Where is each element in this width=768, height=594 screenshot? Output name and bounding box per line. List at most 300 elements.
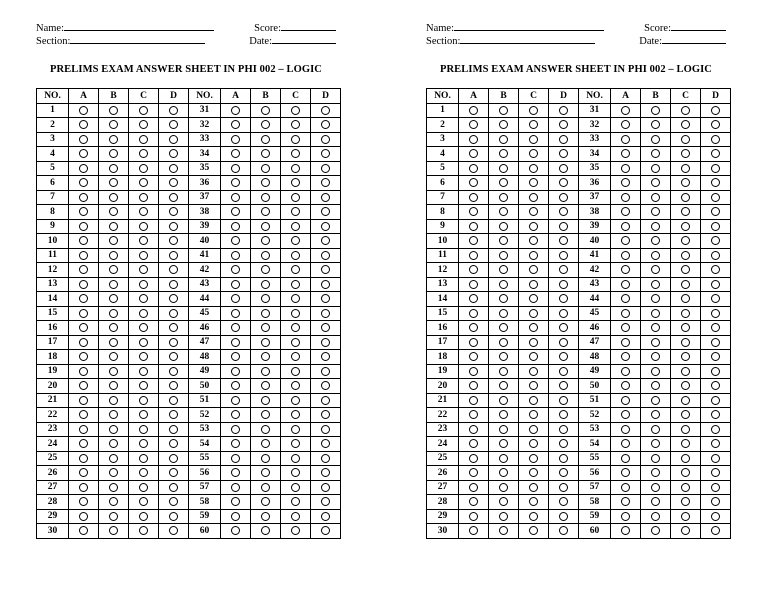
answer-bubble-b[interactable]: [109, 454, 118, 463]
answer-bubble-c[interactable]: [139, 309, 148, 318]
answer-bubble-b[interactable]: [651, 454, 660, 463]
answer-bubble-a[interactable]: [79, 497, 88, 506]
answer-bubble-d[interactable]: [321, 367, 330, 376]
answer-bubble-c[interactable]: [681, 425, 690, 434]
answer-bubble-a[interactable]: [469, 236, 478, 245]
answer-bubble-a[interactable]: [231, 352, 240, 361]
answer-bubble-d[interactable]: [169, 483, 178, 492]
answer-bubble-b[interactable]: [109, 425, 118, 434]
answer-bubble-c[interactable]: [291, 338, 300, 347]
answer-bubble-d[interactable]: [711, 323, 720, 332]
answer-bubble-d[interactable]: [711, 381, 720, 390]
answer-bubble-c[interactable]: [139, 497, 148, 506]
answer-bubble-d[interactable]: [559, 135, 568, 144]
answer-bubble-b[interactable]: [651, 352, 660, 361]
answer-bubble-a[interactable]: [621, 294, 630, 303]
answer-bubble-a[interactable]: [469, 265, 478, 274]
answer-bubble-d[interactable]: [711, 352, 720, 361]
answer-bubble-c[interactable]: [681, 512, 690, 521]
answer-bubble-d[interactable]: [711, 483, 720, 492]
answer-bubble-b[interactable]: [499, 381, 508, 390]
answer-bubble-c[interactable]: [139, 468, 148, 477]
answer-bubble-a[interactable]: [79, 338, 88, 347]
answer-bubble-d[interactable]: [321, 526, 330, 535]
answer-bubble-d[interactable]: [711, 135, 720, 144]
answer-bubble-c[interactable]: [139, 396, 148, 405]
answer-bubble-a[interactable]: [621, 425, 630, 434]
answer-bubble-c[interactable]: [681, 106, 690, 115]
answer-bubble-a[interactable]: [621, 135, 630, 144]
answer-bubble-d[interactable]: [321, 178, 330, 187]
answer-bubble-a[interactable]: [469, 439, 478, 448]
answer-bubble-d[interactable]: [169, 207, 178, 216]
answer-bubble-b[interactable]: [499, 251, 508, 260]
answer-bubble-b[interactable]: [261, 222, 270, 231]
answer-bubble-c[interactable]: [529, 207, 538, 216]
answer-bubble-d[interactable]: [169, 178, 178, 187]
answer-bubble-d[interactable]: [169, 251, 178, 260]
answer-bubble-c[interactable]: [139, 251, 148, 260]
answer-bubble-b[interactable]: [109, 468, 118, 477]
answer-bubble-d[interactable]: [321, 454, 330, 463]
answer-bubble-d[interactable]: [321, 222, 330, 231]
answer-bubble-c[interactable]: [681, 439, 690, 448]
answer-bubble-d[interactable]: [321, 439, 330, 448]
answer-bubble-d[interactable]: [711, 309, 720, 318]
answer-bubble-c[interactable]: [139, 425, 148, 434]
answer-bubble-c[interactable]: [139, 106, 148, 115]
answer-bubble-b[interactable]: [261, 207, 270, 216]
section-field[interactable]: [460, 33, 595, 44]
answer-bubble-a[interactable]: [231, 294, 240, 303]
answer-bubble-d[interactable]: [169, 410, 178, 419]
answer-bubble-d[interactable]: [559, 323, 568, 332]
answer-bubble-d[interactable]: [559, 265, 568, 274]
answer-bubble-b[interactable]: [261, 120, 270, 129]
answer-bubble-b[interactable]: [261, 135, 270, 144]
answer-bubble-b[interactable]: [109, 135, 118, 144]
answer-bubble-b[interactable]: [109, 149, 118, 158]
answer-bubble-c[interactable]: [139, 222, 148, 231]
answer-bubble-d[interactable]: [321, 323, 330, 332]
answer-bubble-a[interactable]: [79, 207, 88, 216]
answer-bubble-c[interactable]: [529, 164, 538, 173]
answer-bubble-b[interactable]: [651, 207, 660, 216]
answer-bubble-d[interactable]: [711, 294, 720, 303]
answer-bubble-b[interactable]: [651, 526, 660, 535]
answer-bubble-d[interactable]: [321, 309, 330, 318]
answer-bubble-c[interactable]: [291, 323, 300, 332]
answer-bubble-d[interactable]: [169, 381, 178, 390]
answer-bubble-b[interactable]: [651, 367, 660, 376]
answer-bubble-a[interactable]: [79, 526, 88, 535]
answer-bubble-d[interactable]: [321, 468, 330, 477]
answer-bubble-b[interactable]: [651, 323, 660, 332]
answer-bubble-d[interactable]: [169, 396, 178, 405]
answer-bubble-c[interactable]: [529, 222, 538, 231]
answer-bubble-b[interactable]: [261, 439, 270, 448]
answer-bubble-b[interactable]: [261, 106, 270, 115]
answer-bubble-a[interactable]: [621, 207, 630, 216]
answer-bubble-a[interactable]: [79, 512, 88, 521]
answer-bubble-c[interactable]: [681, 454, 690, 463]
answer-bubble-b[interactable]: [261, 367, 270, 376]
answer-bubble-a[interactable]: [231, 207, 240, 216]
answer-bubble-a[interactable]: [231, 367, 240, 376]
answer-bubble-c[interactable]: [291, 120, 300, 129]
answer-bubble-b[interactable]: [261, 309, 270, 318]
answer-bubble-b[interactable]: [499, 120, 508, 129]
answer-bubble-b[interactable]: [109, 309, 118, 318]
answer-bubble-a[interactable]: [621, 410, 630, 419]
answer-bubble-a[interactable]: [231, 512, 240, 521]
answer-bubble-a[interactable]: [79, 149, 88, 158]
answer-bubble-d[interactable]: [321, 236, 330, 245]
answer-bubble-b[interactable]: [109, 280, 118, 289]
answer-bubble-d[interactable]: [559, 338, 568, 347]
answer-bubble-c[interactable]: [291, 265, 300, 274]
answer-bubble-b[interactable]: [261, 236, 270, 245]
answer-bubble-b[interactable]: [499, 135, 508, 144]
answer-bubble-a[interactable]: [621, 193, 630, 202]
answer-bubble-c[interactable]: [139, 454, 148, 463]
answer-bubble-c[interactable]: [529, 526, 538, 535]
answer-bubble-c[interactable]: [139, 512, 148, 521]
answer-bubble-d[interactable]: [169, 265, 178, 274]
answer-bubble-a[interactable]: [469, 164, 478, 173]
answer-bubble-a[interactable]: [469, 178, 478, 187]
answer-bubble-d[interactable]: [321, 251, 330, 260]
answer-bubble-b[interactable]: [651, 396, 660, 405]
answer-bubble-a[interactable]: [231, 135, 240, 144]
answer-bubble-d[interactable]: [169, 439, 178, 448]
answer-bubble-c[interactable]: [529, 468, 538, 477]
answer-bubble-c[interactable]: [139, 178, 148, 187]
answer-bubble-a[interactable]: [79, 352, 88, 361]
answer-bubble-b[interactable]: [499, 323, 508, 332]
answer-bubble-b[interactable]: [651, 338, 660, 347]
answer-bubble-b[interactable]: [261, 164, 270, 173]
answer-bubble-a[interactable]: [231, 149, 240, 158]
answer-bubble-a[interactable]: [469, 352, 478, 361]
answer-bubble-a[interactable]: [231, 193, 240, 202]
answer-bubble-a[interactable]: [231, 178, 240, 187]
answer-bubble-c[interactable]: [139, 193, 148, 202]
answer-bubble-b[interactable]: [109, 381, 118, 390]
answer-bubble-d[interactable]: [169, 468, 178, 477]
answer-bubble-c[interactable]: [291, 193, 300, 202]
answer-bubble-c[interactable]: [529, 120, 538, 129]
answer-bubble-c[interactable]: [681, 323, 690, 332]
answer-bubble-b[interactable]: [261, 193, 270, 202]
answer-bubble-d[interactable]: [711, 338, 720, 347]
answer-bubble-a[interactable]: [79, 454, 88, 463]
answer-bubble-b[interactable]: [651, 280, 660, 289]
answer-bubble-b[interactable]: [499, 425, 508, 434]
answer-bubble-c[interactable]: [529, 251, 538, 260]
answer-bubble-a[interactable]: [621, 149, 630, 158]
answer-bubble-a[interactable]: [469, 135, 478, 144]
answer-bubble-a[interactable]: [231, 439, 240, 448]
answer-bubble-b[interactable]: [261, 352, 270, 361]
answer-bubble-c[interactable]: [529, 454, 538, 463]
answer-bubble-d[interactable]: [711, 468, 720, 477]
answer-bubble-d[interactable]: [559, 222, 568, 231]
answer-bubble-d[interactable]: [559, 106, 568, 115]
answer-bubble-c[interactable]: [139, 164, 148, 173]
answer-bubble-c[interactable]: [529, 294, 538, 303]
answer-bubble-b[interactable]: [651, 193, 660, 202]
answer-bubble-d[interactable]: [711, 222, 720, 231]
answer-bubble-a[interactable]: [231, 251, 240, 260]
section-field[interactable]: [70, 33, 205, 44]
answer-bubble-c[interactable]: [681, 309, 690, 318]
answer-bubble-b[interactable]: [499, 309, 508, 318]
answer-bubble-c[interactable]: [291, 454, 300, 463]
answer-bubble-c[interactable]: [291, 207, 300, 216]
answer-bubble-b[interactable]: [261, 381, 270, 390]
answer-bubble-c[interactable]: [291, 149, 300, 158]
answer-bubble-c[interactable]: [681, 352, 690, 361]
answer-bubble-a[interactable]: [469, 309, 478, 318]
answer-bubble-c[interactable]: [681, 294, 690, 303]
answer-bubble-a[interactable]: [621, 338, 630, 347]
answer-bubble-a[interactable]: [621, 309, 630, 318]
answer-bubble-c[interactable]: [529, 323, 538, 332]
answer-bubble-a[interactable]: [621, 323, 630, 332]
answer-bubble-a[interactable]: [621, 178, 630, 187]
answer-bubble-b[interactable]: [651, 294, 660, 303]
answer-bubble-c[interactable]: [139, 483, 148, 492]
answer-bubble-b[interactable]: [261, 512, 270, 521]
answer-bubble-d[interactable]: [169, 309, 178, 318]
answer-bubble-a[interactable]: [621, 381, 630, 390]
answer-bubble-b[interactable]: [499, 352, 508, 361]
answer-bubble-b[interactable]: [109, 439, 118, 448]
answer-bubble-a[interactable]: [79, 439, 88, 448]
answer-bubble-d[interactable]: [169, 149, 178, 158]
answer-bubble-b[interactable]: [499, 512, 508, 521]
answer-bubble-b[interactable]: [651, 497, 660, 506]
answer-bubble-b[interactable]: [261, 483, 270, 492]
answer-bubble-d[interactable]: [711, 367, 720, 376]
answer-bubble-a[interactable]: [79, 425, 88, 434]
answer-bubble-b[interactable]: [109, 497, 118, 506]
answer-bubble-d[interactable]: [169, 120, 178, 129]
answer-bubble-b[interactable]: [261, 178, 270, 187]
answer-bubble-d[interactable]: [559, 207, 568, 216]
name-field[interactable]: [454, 20, 604, 31]
answer-bubble-b[interactable]: [109, 396, 118, 405]
answer-bubble-d[interactable]: [559, 120, 568, 129]
answer-bubble-c[interactable]: [681, 526, 690, 535]
answer-bubble-a[interactable]: [621, 106, 630, 115]
answer-bubble-b[interactable]: [499, 265, 508, 274]
answer-bubble-d[interactable]: [559, 178, 568, 187]
score-field[interactable]: [671, 20, 726, 31]
answer-bubble-c[interactable]: [681, 164, 690, 173]
answer-bubble-b[interactable]: [499, 439, 508, 448]
answer-bubble-d[interactable]: [711, 396, 720, 405]
answer-bubble-b[interactable]: [651, 120, 660, 129]
answer-bubble-c[interactable]: [291, 236, 300, 245]
answer-bubble-d[interactable]: [559, 309, 568, 318]
answer-bubble-d[interactable]: [559, 381, 568, 390]
answer-bubble-b[interactable]: [261, 294, 270, 303]
answer-bubble-c[interactable]: [139, 439, 148, 448]
answer-bubble-d[interactable]: [711, 178, 720, 187]
answer-bubble-b[interactable]: [499, 236, 508, 245]
answer-bubble-c[interactable]: [529, 439, 538, 448]
answer-bubble-c[interactable]: [291, 483, 300, 492]
answer-bubble-d[interactable]: [169, 164, 178, 173]
answer-bubble-a[interactable]: [79, 280, 88, 289]
answer-bubble-b[interactable]: [261, 497, 270, 506]
answer-bubble-b[interactable]: [109, 120, 118, 129]
answer-bubble-a[interactable]: [231, 526, 240, 535]
answer-bubble-d[interactable]: [711, 207, 720, 216]
answer-bubble-d[interactable]: [169, 280, 178, 289]
answer-bubble-a[interactable]: [79, 236, 88, 245]
answer-bubble-b[interactable]: [651, 251, 660, 260]
answer-bubble-c[interactable]: [681, 251, 690, 260]
answer-bubble-c[interactable]: [139, 207, 148, 216]
answer-bubble-b[interactable]: [651, 178, 660, 187]
answer-bubble-b[interactable]: [261, 396, 270, 405]
answer-bubble-d[interactable]: [711, 439, 720, 448]
answer-bubble-d[interactable]: [321, 352, 330, 361]
answer-bubble-a[interactable]: [79, 367, 88, 376]
answer-bubble-d[interactable]: [169, 294, 178, 303]
answer-bubble-c[interactable]: [291, 280, 300, 289]
answer-bubble-c[interactable]: [139, 410, 148, 419]
date-field[interactable]: [272, 33, 336, 44]
answer-bubble-b[interactable]: [261, 526, 270, 535]
answer-bubble-a[interactable]: [469, 294, 478, 303]
answer-bubble-b[interactable]: [651, 483, 660, 492]
answer-bubble-d[interactable]: [169, 425, 178, 434]
answer-bubble-b[interactable]: [499, 338, 508, 347]
answer-bubble-d[interactable]: [169, 338, 178, 347]
answer-bubble-c[interactable]: [529, 309, 538, 318]
answer-bubble-a[interactable]: [469, 425, 478, 434]
answer-bubble-d[interactable]: [321, 149, 330, 158]
answer-bubble-b[interactable]: [651, 381, 660, 390]
answer-bubble-b[interactable]: [109, 222, 118, 231]
answer-bubble-a[interactable]: [469, 106, 478, 115]
answer-bubble-c[interactable]: [291, 396, 300, 405]
answer-bubble-b[interactable]: [109, 207, 118, 216]
answer-bubble-c[interactable]: [291, 468, 300, 477]
answer-bubble-c[interactable]: [139, 338, 148, 347]
answer-bubble-b[interactable]: [261, 280, 270, 289]
answer-bubble-d[interactable]: [169, 512, 178, 521]
answer-bubble-d[interactable]: [711, 251, 720, 260]
answer-bubble-d[interactable]: [711, 497, 720, 506]
answer-bubble-d[interactable]: [321, 396, 330, 405]
answer-bubble-c[interactable]: [139, 280, 148, 289]
answer-bubble-a[interactable]: [231, 309, 240, 318]
answer-bubble-a[interactable]: [469, 410, 478, 419]
answer-bubble-a[interactable]: [469, 396, 478, 405]
answer-bubble-c[interactable]: [139, 352, 148, 361]
answer-bubble-a[interactable]: [621, 396, 630, 405]
answer-bubble-a[interactable]: [79, 135, 88, 144]
answer-bubble-b[interactable]: [109, 193, 118, 202]
answer-bubble-a[interactable]: [621, 164, 630, 173]
answer-bubble-a[interactable]: [231, 120, 240, 129]
answer-bubble-c[interactable]: [291, 512, 300, 521]
answer-bubble-c[interactable]: [291, 410, 300, 419]
answer-bubble-d[interactable]: [321, 106, 330, 115]
answer-bubble-a[interactable]: [621, 222, 630, 231]
answer-bubble-c[interactable]: [681, 367, 690, 376]
answer-bubble-a[interactable]: [469, 222, 478, 231]
answer-bubble-a[interactable]: [621, 512, 630, 521]
answer-bubble-b[interactable]: [109, 512, 118, 521]
answer-bubble-b[interactable]: [261, 265, 270, 274]
answer-bubble-d[interactable]: [321, 497, 330, 506]
answer-bubble-c[interactable]: [291, 381, 300, 390]
answer-bubble-b[interactable]: [261, 251, 270, 260]
name-field[interactable]: [64, 20, 214, 31]
answer-bubble-d[interactable]: [321, 410, 330, 419]
answer-bubble-a[interactable]: [79, 381, 88, 390]
answer-bubble-c[interactable]: [529, 106, 538, 115]
answer-bubble-c[interactable]: [529, 483, 538, 492]
answer-bubble-a[interactable]: [469, 381, 478, 390]
answer-bubble-a[interactable]: [469, 251, 478, 260]
answer-bubble-a[interactable]: [469, 323, 478, 332]
answer-bubble-b[interactable]: [651, 410, 660, 419]
answer-bubble-b[interactable]: [499, 193, 508, 202]
answer-bubble-a[interactable]: [621, 439, 630, 448]
answer-bubble-d[interactable]: [169, 135, 178, 144]
answer-bubble-b[interactable]: [109, 294, 118, 303]
answer-bubble-d[interactable]: [321, 338, 330, 347]
answer-bubble-c[interactable]: [529, 381, 538, 390]
answer-bubble-d[interactable]: [711, 454, 720, 463]
answer-bubble-b[interactable]: [109, 352, 118, 361]
answer-bubble-a[interactable]: [79, 120, 88, 129]
answer-bubble-d[interactable]: [169, 526, 178, 535]
answer-bubble-b[interactable]: [261, 149, 270, 158]
answer-bubble-d[interactable]: [321, 164, 330, 173]
answer-bubble-a[interactable]: [621, 280, 630, 289]
answer-bubble-b[interactable]: [499, 526, 508, 535]
answer-bubble-c[interactable]: [681, 236, 690, 245]
answer-bubble-d[interactable]: [711, 106, 720, 115]
answer-bubble-d[interactable]: [169, 222, 178, 231]
answer-bubble-c[interactable]: [681, 410, 690, 419]
answer-bubble-c[interactable]: [681, 207, 690, 216]
answer-bubble-c[interactable]: [139, 526, 148, 535]
answer-bubble-d[interactable]: [711, 164, 720, 173]
answer-bubble-a[interactable]: [621, 468, 630, 477]
answer-bubble-c[interactable]: [681, 135, 690, 144]
answer-bubble-d[interactable]: [559, 236, 568, 245]
answer-bubble-b[interactable]: [109, 178, 118, 187]
answer-bubble-b[interactable]: [499, 178, 508, 187]
answer-bubble-b[interactable]: [261, 323, 270, 332]
answer-bubble-b[interactable]: [499, 483, 508, 492]
answer-bubble-a[interactable]: [621, 367, 630, 376]
answer-bubble-d[interactable]: [559, 396, 568, 405]
answer-bubble-a[interactable]: [621, 120, 630, 129]
answer-bubble-c[interactable]: [529, 280, 538, 289]
answer-bubble-a[interactable]: [469, 526, 478, 535]
answer-bubble-a[interactable]: [231, 468, 240, 477]
